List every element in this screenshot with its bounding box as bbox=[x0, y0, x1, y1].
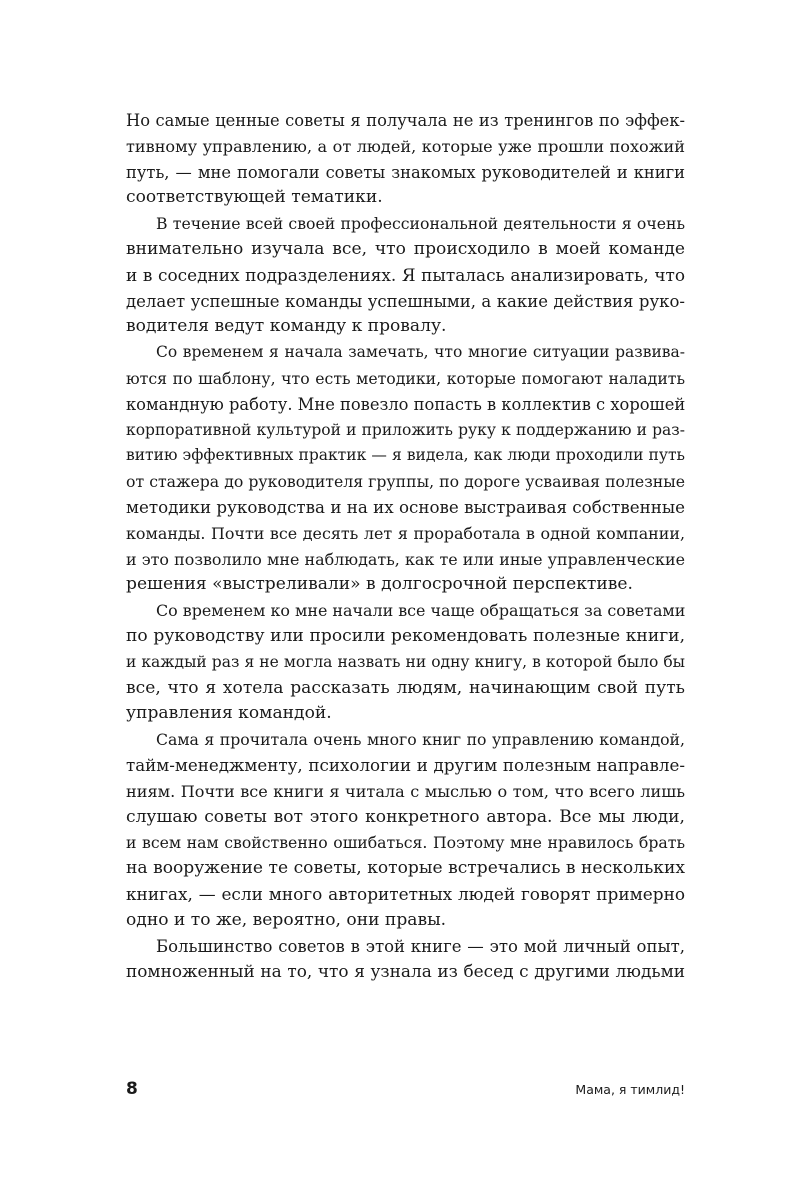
text-line: тайм-менеджменту, психологии и другим полезным направле- bbox=[126, 754, 685, 775]
text-line: слушаю советы вот этого конкретного автора. Все мы люди, bbox=[126, 806, 685, 827]
text-line: и каждый раз я не могла назвать ни одну книгу, в которой было бы bbox=[126, 652, 685, 671]
text-line: корпоративной культурой и приложить руку к поддержанию и раз- bbox=[126, 420, 685, 439]
text-line: Со временем я начала замечать, что многие ситуации развива- bbox=[156, 343, 685, 362]
text-line: управления командой. bbox=[126, 703, 332, 724]
page-footer bbox=[126, 1079, 685, 1105]
text-line: команды. Почти все десять лет я проработала в одной компании, bbox=[126, 523, 685, 543]
text-line: все, что я хотела рассказать людям, начинающим свой путь bbox=[126, 677, 685, 698]
text-line: ются по шаблону, что есть методики, которые помогают наладить bbox=[126, 368, 685, 388]
text-line: по руководству или просили рекомендовать полезные книги, bbox=[126, 625, 685, 646]
text-line: книгах, — если много авторитетных людей говорят примерно bbox=[126, 883, 685, 904]
text-line: методики руководства и на их основе выстраивая собственные bbox=[126, 496, 685, 517]
text-line: Большинство советов в этой книге — это мой личный опыт, bbox=[156, 936, 685, 956]
paragraph bbox=[126, 727, 685, 933]
text-line: и всем нам свойственно ошибаться. Поэтому мне нравилось брать bbox=[126, 833, 685, 853]
text-line: В течение всей своей профессиональной деятельности я очень bbox=[156, 214, 685, 234]
page-number: 8 bbox=[126, 1079, 138, 1099]
paragraph bbox=[126, 934, 685, 986]
text-line: и в соседних подразделениях. Я пыталась анализировать, что bbox=[126, 264, 685, 285]
paragraph bbox=[126, 108, 685, 211]
paragraph bbox=[126, 211, 685, 340]
text-line: путь, — мне помогали советы знакомых руководителей и книги bbox=[126, 162, 685, 182]
text-line: одно и то же, вероятно, они правы. bbox=[126, 909, 447, 930]
text-line: командную работу. Мне повезло попасть в коллектив с хорошей bbox=[126, 394, 686, 414]
text-line: тивному управлению, а от людей, которые уже прошли похожий bbox=[126, 136, 685, 156]
text-line: от стажера до руководителя группы, по дороге усваивая полезные bbox=[126, 472, 685, 492]
running-title: Мама, я тимлид! bbox=[575, 1082, 685, 1097]
text-line: внимательно изучала все, что происходило в моей команде bbox=[126, 238, 685, 259]
text-line: решения «выстреливали» в долгосрочной перспективе. bbox=[126, 574, 633, 595]
text-line: водителя ведут команду к провалу. bbox=[126, 316, 447, 337]
paragraph bbox=[126, 598, 685, 727]
text-line: Но самые ценные советы я получала не из тренингов по эффек- bbox=[126, 111, 685, 130]
text-line: помноженный на то, что я узнала из бесед с другими людьми bbox=[126, 961, 685, 982]
text-line: на вооружение те советы, которые встречались в нескольких bbox=[126, 858, 685, 879]
paragraph bbox=[126, 340, 685, 598]
text-line: витию эффективных практик — я видела, как люди проходили путь bbox=[126, 446, 685, 465]
body-text bbox=[126, 108, 685, 985]
text-line: делает успешные команды успешными, а какие действия руко- bbox=[126, 291, 685, 311]
text-line: и это позволило мне наблюдать, как те или иные управленческие bbox=[126, 549, 685, 569]
text-line: соответствующей тематики. bbox=[126, 187, 383, 208]
text-line: ниям. Почти все книги я читала с мыслью о том, что всего лишь bbox=[126, 781, 685, 801]
text-line: Со временем ко мне начали все чаще обращаться за советами bbox=[156, 601, 686, 621]
text-line: Сама я прочитала очень много книг по управлению командой, bbox=[156, 730, 685, 750]
